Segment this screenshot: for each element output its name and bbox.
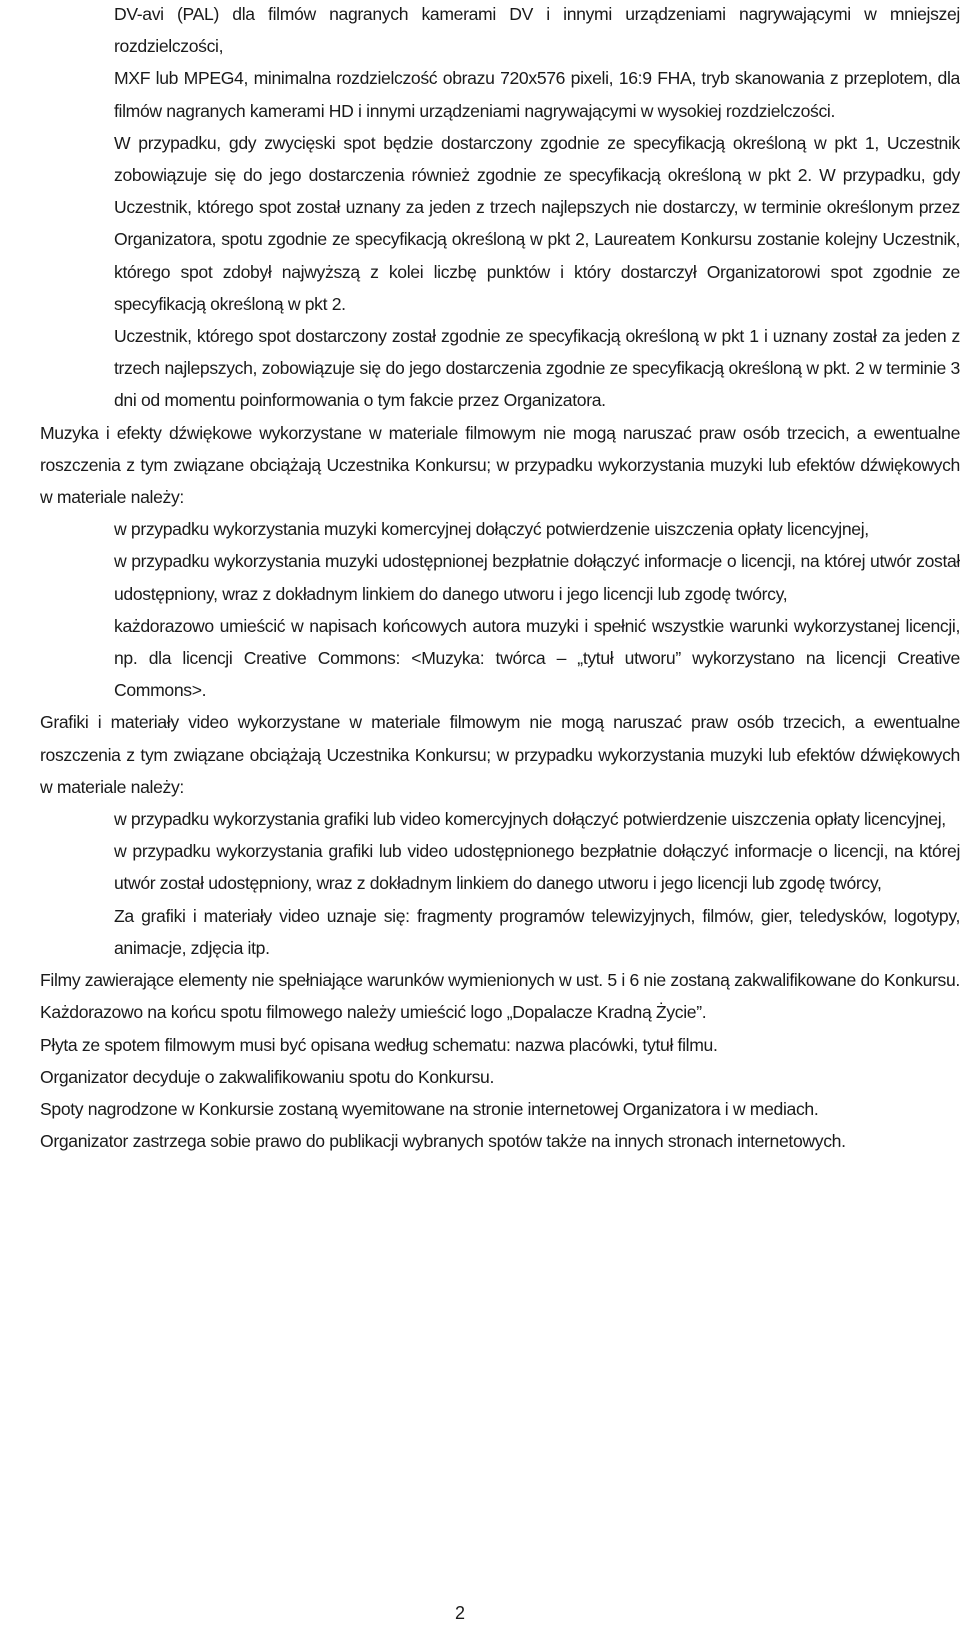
list-item	[0, 610, 960, 707]
list-item-text: w przypadku wykorzystania muzyki komercyjnej dołączyć potwierdzenie uiszczenia opłaty licencyjnej,	[114, 519, 869, 540]
list-item	[0, 62, 960, 126]
list-item-text: W przypadku, gdy zwycięski spot będzie dostarczony zgodnie ze specyfikacją określoną w pkt 1, Uczestnik zobowiązuje się do jego dostarczenia również zgodnie ze specyfikacją określoną w pkt 2. W przypadku, gdy Uczestnik, którego spot został uznany za jeden z trzech najlepszych nie dostarczy, w terminie określonym przez Organizatora, spotu zgodnie ze specyfikacją określoną w pkt 2, Laureatem Konkursu zostanie kolejny Uczestnik, którego spot zdobył najwyższą z kolei liczbę punktów i który dostarczył Organizatorowi spot zgodnie ze specyfikacją określoną w pkt 2.	[114, 132, 960, 314]
list-item	[0, 513, 960, 545]
section-note: Za grafiki i materiały video uznaje się: fragmenty programów telewizyjnych, filmów, gier, teledysków, logotypy, animacje, zdjęcia itp.	[114, 905, 960, 958]
list-item	[0, 127, 960, 320]
list-item-text: Uczestnik, którego spot dostarczony został zgodnie ze specyfikacją określoną w pkt 1 i uznany został za jeden z trzech najlepszych, zobowiązuje się do jego dostarczenia zgodnie ze specyfikacją określoną w pkt. 2 w terminie 3 dni od momentu poinformowania o tym fakcie przez Organizatora.	[114, 326, 960, 411]
list-item	[0, 545, 960, 609]
section-item-11	[0, 1093, 960, 1125]
section-text: Organizator decyduje o zakwalifikowaniu spotu do Konkursu.	[40, 1066, 495, 1087]
list-item	[0, 835, 960, 899]
list-item-text: MXF lub MPEG4, minimalna rozdzielczość obrazu 720x576 pixeli, 16:9 FHA, tryb skanowania z przeplotem, dla filmów nagranych kamerami HD i innymi urządzeniami nagrywającymi w wysokiej rozdzielczości.	[114, 68, 960, 121]
section-text: Każdorazowo na końcu spotu filmowego należy umieścić logo „Dopalacze Kradną Życie”.	[40, 1002, 707, 1023]
section-item-12	[0, 1125, 960, 1157]
list-item-text: w przypadku wykorzystania muzyki udostępnionej bezpłatnie dołączyć informacje o licencji, na której utwór został udostępniony, wraz z dokładnym linkiem do danego utworu i jego licencji lub zgodę twórcy,	[114, 551, 960, 604]
list-item	[0, 320, 960, 417]
section-text: Filmy zawierające elementy nie spełniające warunków wymienionych w ust. 5 i 6 nie zostaną zakwalifikowane do Konkursu.	[40, 970, 960, 991]
section-item-7	[0, 964, 960, 996]
section-item-8	[0, 996, 960, 1028]
section-text: Płyta ze spotem filmowym musi być opisana według schematu: nazwa placówki, tytuł filmu.	[40, 1034, 718, 1055]
section-item-9	[0, 1029, 960, 1061]
list-item-text: każdorazowo umieścić w napisach końcowych autora muzyki i spełnić wszystkie warunki wykorzystanej licencji, np. dla licencji Creative Commons: <Muzyka: twórca – „tytuł utworu” wykorzystano na licencji Creative Commons>.	[114, 615, 960, 701]
section-text: Grafiki i materiały video wykorzystane w materiale filmowym nie mogą naruszać praw osób trzecich, a ewentualne roszczenia z tym związane obciążają Uczestnika Konkursu; w przypadku wykorzystania muzyki lub efektów dźwiękowych w materiale należy:	[40, 712, 960, 797]
list-item	[0, 0, 960, 62]
list-item	[0, 803, 960, 835]
section-item-6	[0, 706, 960, 803]
list-item-text: w przypadku wykorzystania grafiki lub video udostępnionego bezpłatnie dołączyć informacje o licencji, na której utwór został udostępniony, wraz z dokładnym linkiem do danego utworu i jego licencji lub zgodę twórcy,	[114, 841, 960, 894]
section-item-10	[0, 1061, 960, 1093]
section-text: Spoty nagrodzone w Konkursie zostaną wyemitowane na stronie internetowej Organizatora i w mediach.	[40, 1098, 819, 1119]
page-number: 2	[454, 1603, 465, 1623]
section-item-5	[0, 417, 960, 514]
list-item-text: w przypadku wykorzystania grafiki lub video komercyjnych dołączyć potwierdzenie uiszczenia opłaty licencyjnej,	[114, 809, 946, 830]
section-text: Organizator zastrzega sobie prawo do publikacji wybranych spotów także na innych stronach internetowych.	[40, 1131, 846, 1152]
section-text: Muzyka i efekty dźwiękowe wykorzystane w materiale filmowym nie mogą naruszać praw osób trzecich, a ewentualne roszczenia z tym związane obciążają Uczestnika Konkursu; w przypadku wykorzystania muzyki lub efektów dźwiękowych w materiale należy:	[40, 422, 960, 508]
list-item-text: DV-avi (PAL) dla filmów nagranych kamerami DV i innymi urządzeniami nagrywającymi w mniejszej rozdzielczości,	[114, 4, 960, 57]
